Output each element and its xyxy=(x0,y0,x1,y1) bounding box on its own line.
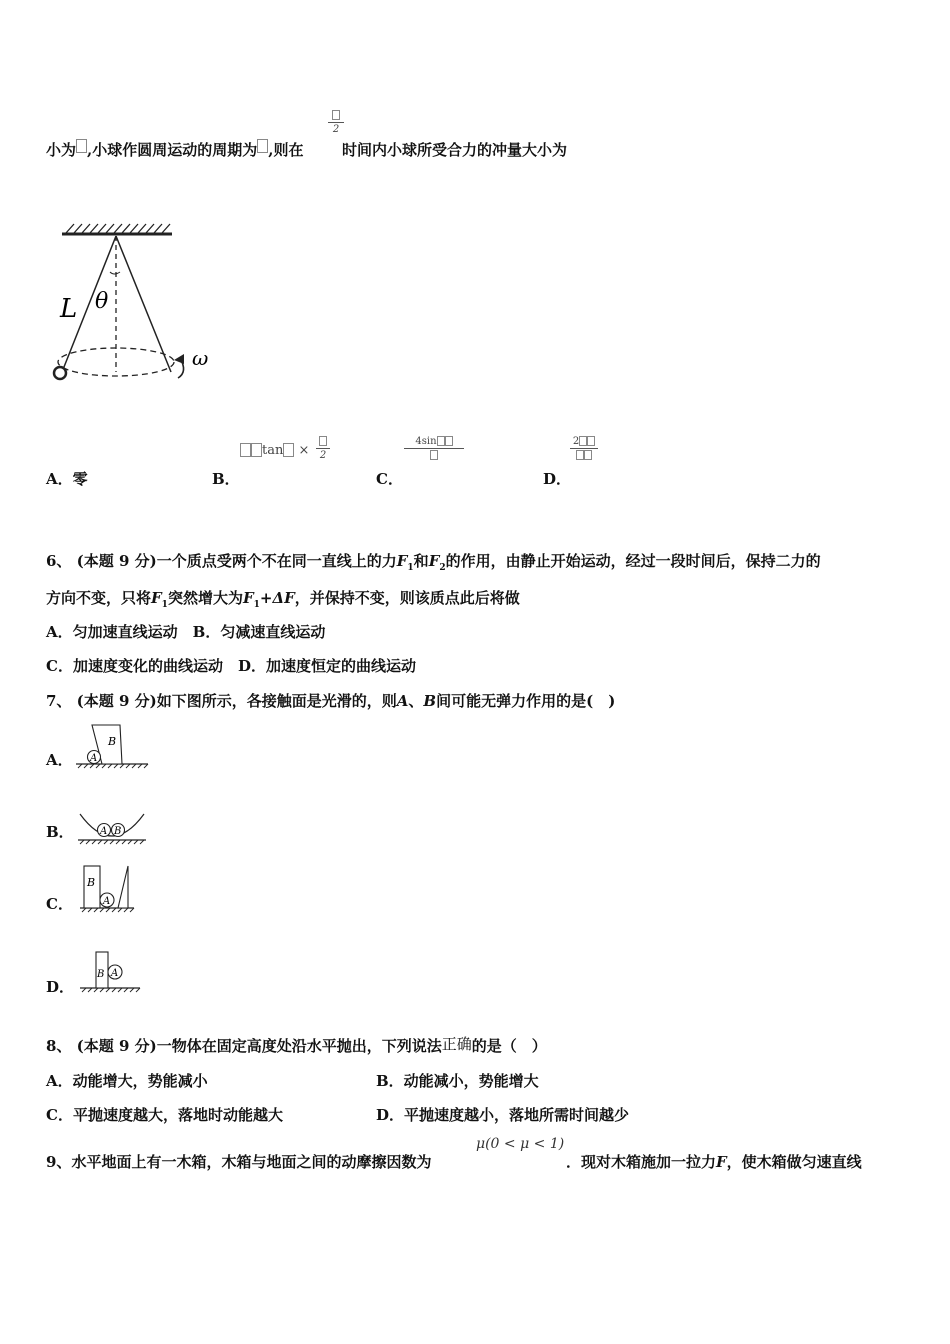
q6-tail: 的作用，由静止开始运动，经过一段时间后，保持二力的 xyxy=(445,552,821,570)
q7-sep: 、 xyxy=(408,692,424,710)
q6-line2-b: 突然增大为 xyxy=(167,589,243,607)
missing-symbol-icon xyxy=(240,443,251,457)
q8-stem-word: 正确 xyxy=(441,1035,472,1053)
formula-b-tan: tan xyxy=(262,443,284,458)
q5-option-b-formula xyxy=(240,443,309,458)
fig-c-label-B: B xyxy=(87,876,96,889)
label-L: L xyxy=(60,294,78,324)
q6-line2-delta: +ΔF xyxy=(259,589,295,607)
q8-stem xyxy=(46,1035,547,1056)
fig-b-label-A: A xyxy=(100,826,108,837)
q5-option-d: D． xyxy=(543,470,572,488)
q6-stem-line1 xyxy=(46,550,821,573)
q9-stem xyxy=(46,1151,431,1172)
q9-stem-a: 水平地面上有一木箱，木箱与地面之间的动摩擦因数为 xyxy=(71,1153,432,1171)
q6-line2-f: F xyxy=(151,589,162,607)
formula-d-num: 2 xyxy=(572,436,580,447)
q6-head: (本题 9 分)一个质点受两个不在同一直线上的力 xyxy=(76,552,397,570)
q8-option-d: D．平抛速度越小，落地所需时间越少 xyxy=(376,1106,630,1124)
q7-stem-b: 间可能无弹力作用的是( ) xyxy=(436,692,616,710)
missing-symbol-icon xyxy=(332,110,340,120)
missing-symbol-icon xyxy=(251,443,262,457)
missing-symbol-icon xyxy=(283,443,294,457)
missing-symbol-icon xyxy=(445,436,453,446)
missing-symbol-icon xyxy=(576,450,584,460)
q5-line1 xyxy=(46,139,303,160)
formula-c-num: 4sin xyxy=(415,436,437,447)
q7-A: A xyxy=(396,692,409,710)
q7-option-b: B． xyxy=(46,823,74,841)
missing-symbol-icon xyxy=(430,450,438,460)
q8-stem-text: (本题 9 分)一物体在固定高度处沿水平抛出，下列说法 xyxy=(76,1037,442,1055)
q8-option-b: B．动能减小，势能增大 xyxy=(376,1072,539,1090)
q7-option-d: D． xyxy=(46,978,75,996)
q5-option-d-fraction xyxy=(570,436,598,461)
q6-line2-a: 方向不变，只将 xyxy=(46,589,152,607)
q7-figure-d xyxy=(78,948,148,996)
q6-line2-expr: F xyxy=(242,589,254,607)
q5-t-fraction xyxy=(328,110,344,135)
missing-symbol-icon xyxy=(587,436,595,446)
q9-stem-c: ，使木箱做匀速直线 xyxy=(726,1153,862,1171)
q5-option-b-fraction xyxy=(316,436,330,461)
q7-figure-a xyxy=(74,722,154,770)
label-omega: ω xyxy=(192,346,209,370)
q5-text-c: ,则在 xyxy=(268,141,304,159)
formula-b-den: 2 xyxy=(319,450,327,461)
q7-figure-b xyxy=(74,808,154,844)
missing-symbol-icon xyxy=(437,436,445,446)
q8-option-a: A．动能增大，势能减小 xyxy=(46,1072,208,1090)
q6-f2-sub: 2 xyxy=(439,563,446,573)
q6-num: 6、 xyxy=(46,552,72,570)
q6-and: 和 xyxy=(413,552,429,570)
q6-f1: F xyxy=(396,552,408,570)
q9-num: 9、 xyxy=(46,1153,72,1171)
q9-stem-rest xyxy=(566,1151,862,1172)
q7-option-c: C． xyxy=(46,895,73,913)
q8-stem-end: 的是（ ） xyxy=(471,1037,547,1055)
q6-options-ab: A．匀加速直线运动 B．匀减速直线运动 xyxy=(46,623,326,641)
q5-tfrac-den: 2 xyxy=(332,124,340,135)
missing-symbol-icon xyxy=(579,436,587,446)
q6-f1-sub: 1 xyxy=(407,563,414,573)
q8-option-c: C．平抛速度越大，落地时动能越大 xyxy=(46,1106,283,1124)
q6-line2-c: ，并保持不变，则该质点此后将做 xyxy=(294,589,520,607)
q5-option-c-fraction xyxy=(404,436,464,461)
conical-pendulum-figure xyxy=(50,222,220,407)
formula-b-times: × xyxy=(298,443,310,458)
fig-a-label-B: B xyxy=(108,735,117,748)
missing-symbol-icon xyxy=(319,436,327,446)
q9-mu-expression: μ(0 < μ < 1) xyxy=(476,1136,565,1152)
q5-text-d: 时间内小球所受合力的冲量大小为 xyxy=(342,141,568,159)
q5-option-c: C． xyxy=(376,470,403,488)
q8-num: 8、 xyxy=(46,1037,72,1055)
q7-B: B xyxy=(423,692,437,710)
q7-stem xyxy=(46,690,615,711)
missing-symbol-icon xyxy=(257,139,268,153)
fig-d-label-A: A xyxy=(111,968,119,979)
q5-text-a: 小为 xyxy=(46,141,77,159)
fig-d-label-B: B xyxy=(97,969,105,980)
q5-option-b: B． xyxy=(212,470,240,488)
q6-line2-sub: 1 xyxy=(161,600,168,610)
label-theta: θ xyxy=(95,289,109,314)
q6-line2-expr-sub: 1 xyxy=(253,600,260,610)
fig-a-label-A: A xyxy=(90,753,98,764)
pendulum-ball xyxy=(54,367,66,379)
q7-stem-a: (本题 9 分)如下图所示，各接触面是光滑的，则 xyxy=(76,692,397,710)
missing-symbol-icon xyxy=(584,450,592,460)
q5-text-b: ,小球作圆周运动的周期为 xyxy=(87,141,258,159)
q9-F: F xyxy=(716,1153,727,1171)
q6-options-cd: C．加速度变化的曲线运动 D．加速度恒定的曲线运动 xyxy=(46,657,416,675)
q7-option-a: A． xyxy=(46,751,73,769)
fig-c-label-A: A xyxy=(103,896,111,907)
fig-b-label-B: B xyxy=(114,826,122,837)
q6-stem-line2 xyxy=(46,587,520,610)
q7-num: 7、 xyxy=(46,692,72,710)
missing-symbol-icon xyxy=(76,139,87,153)
q7-figure-c xyxy=(78,862,148,914)
q6-f2: F xyxy=(428,552,440,570)
q5-option-a: A．零 xyxy=(46,470,88,488)
q9-stem-b: ．现对木箱施加一拉力 xyxy=(566,1153,717,1171)
